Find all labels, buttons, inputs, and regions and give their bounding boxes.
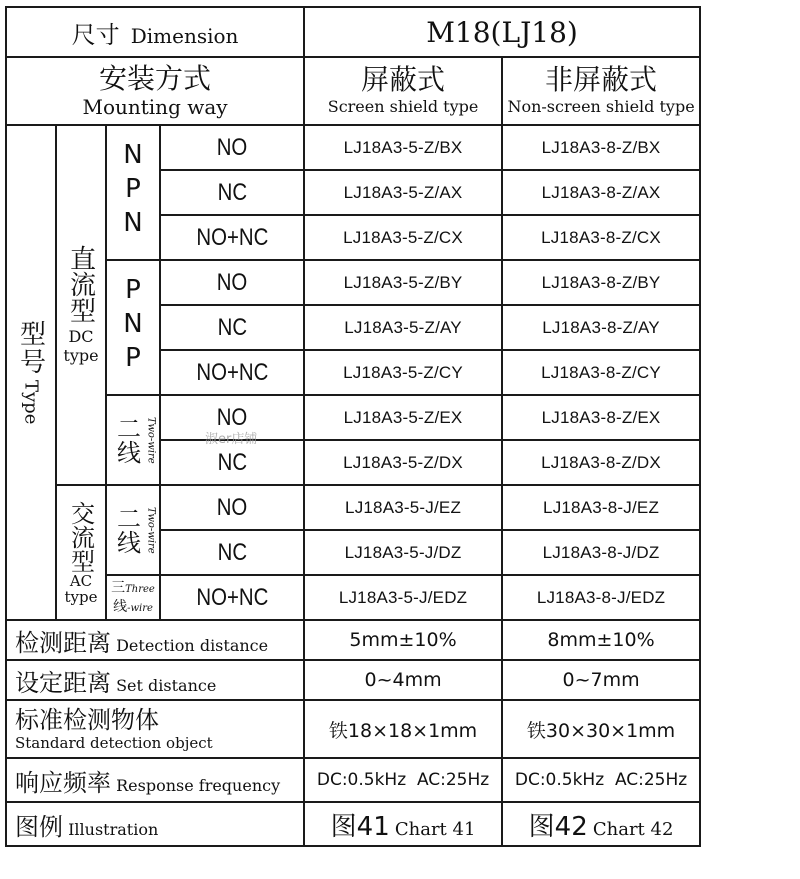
shield-code-text: LJ18A3-5-Z/DX <box>343 452 463 472</box>
set-label <box>6 660 304 700</box>
shield-code <box>304 575 502 620</box>
pnp-label-cell <box>106 260 160 395</box>
shield-code <box>304 395 502 440</box>
detection-nonshield <box>502 620 700 660</box>
standard-nonshield-value: 铁30×30×1mm <box>526 719 676 742</box>
shield-code-text: LJ18A3-5-Z/BY <box>343 272 463 292</box>
set-en: Set distance <box>116 675 217 695</box>
output-cell <box>160 305 304 350</box>
spec-table <box>5 6 701 847</box>
nonshield-code-text: LJ18A3-8-Z/CX <box>541 227 661 247</box>
shield-code <box>304 170 502 215</box>
dimension-label <box>6 7 304 57</box>
nonshield-code <box>502 575 700 620</box>
table-row <box>6 125 700 170</box>
detection-row <box>6 620 700 660</box>
shield-zh: 屏蔽式 <box>361 63 446 96</box>
three-wire-en1: Three <box>125 583 155 595</box>
illustration-row <box>6 802 700 846</box>
response-nonshield-value: DC:0.5kHz AC:25Hz <box>514 770 688 790</box>
detection-en: Detection distance <box>116 635 269 655</box>
nonshield-code <box>502 350 700 395</box>
illustration-shield <box>304 802 502 846</box>
nonshield-code-text: LJ18A3-8-Z/EX <box>541 407 661 427</box>
response-label <box>6 758 304 802</box>
nonshield-code <box>502 170 700 215</box>
mounting-zh: 安装方式 <box>99 62 212 95</box>
shield-code <box>304 485 502 530</box>
output-cell <box>160 575 304 620</box>
shield-code <box>304 440 502 485</box>
three-wire-zh-a: 三 <box>111 579 126 596</box>
table-row <box>6 395 700 440</box>
dc-label-cell <box>56 125 106 485</box>
illustration-label <box>6 802 304 846</box>
shield-code-text: LJ18A3-5-J/DZ <box>344 542 462 562</box>
nonshield-code <box>502 260 700 305</box>
ac-label-cell <box>56 485 106 620</box>
dimension-zh: 尺寸 <box>71 20 120 49</box>
dc-en1: DC <box>68 327 94 346</box>
output-label: NO <box>216 493 248 521</box>
dc-zh: 直流型 <box>65 245 96 323</box>
ac-en2: type <box>64 587 98 606</box>
response-shield-value: DC:0.5kHz AC:25Hz <box>316 770 490 790</box>
nonshield-zh: 非屏蔽式 <box>545 63 658 96</box>
response-zh: 响应频率 <box>15 768 111 797</box>
nonshield-code-text: LJ18A3-8-Z/BX <box>541 137 661 157</box>
type-en: Type <box>20 380 42 425</box>
output-label: NO <box>216 133 248 161</box>
table-row <box>6 260 700 305</box>
output-cell <box>160 215 304 260</box>
ac-two-wire-cell <box>106 485 160 575</box>
three-wire-zh-b: 线 <box>113 598 128 615</box>
detection-label <box>6 620 304 660</box>
nonshield-code <box>502 395 700 440</box>
nonshield-code-text: LJ18A3-8-J/EDZ <box>536 587 666 607</box>
illustration-nonshield <box>502 802 700 846</box>
dc-en2: type <box>63 346 99 365</box>
set-nonshield <box>502 660 700 700</box>
nonshield-code <box>502 125 700 170</box>
nonshield-code-text: LJ18A3-8-J/DZ <box>542 542 660 562</box>
table-row <box>6 575 700 620</box>
output-label: NO <box>216 403 248 431</box>
npn-label: NPN <box>118 139 148 242</box>
pnp-label: PNP <box>118 274 148 377</box>
shield-code-text: LJ18A3-5-Z/CY <box>343 362 463 382</box>
shield-code-text: LJ18A3-5-Z/AY <box>344 317 462 337</box>
standard-nonshield <box>502 700 700 758</box>
shield-code <box>304 350 502 395</box>
ac-zh: 交流型 <box>66 500 95 573</box>
nonshield-code-text: LJ18A3-8-Z/AY <box>542 317 660 337</box>
output-label: NO+NC <box>196 583 269 611</box>
mounting-en: Mounting way <box>82 95 228 119</box>
response-nonshield <box>502 758 700 802</box>
detection-nonshield-value: 8mm±10% <box>547 629 655 651</box>
output-label: NO+NC <box>196 223 269 251</box>
ac-two-wire-en: Two-wire <box>145 506 157 554</box>
dimension-row <box>6 7 700 57</box>
nonshield-code-text: LJ18A3-8-Z/AX <box>541 182 661 202</box>
response-en: Response frequency <box>116 775 281 795</box>
detection-shield-value: 5mm±10% <box>349 629 457 651</box>
shield-header <box>304 57 502 125</box>
nonshield-header <box>502 57 700 125</box>
standard-row <box>6 700 700 758</box>
dimension-en: Dimension <box>130 23 239 48</box>
dc-two-wire-en: Two-wire <box>145 416 157 464</box>
output-cell <box>160 485 304 530</box>
watermark-text: 淑er店铺 <box>205 432 258 447</box>
dc-two-wire-cell <box>106 395 160 485</box>
shield-code <box>304 260 502 305</box>
ac-en1: AC <box>69 571 93 590</box>
mounting-row <box>6 57 700 125</box>
shield-code-text: LJ18A3-5-J/EDZ <box>338 587 468 607</box>
illustration-shield-zh: 图41 <box>330 811 390 842</box>
nonshield-code-text: LJ18A3-8-J/EZ <box>543 497 660 517</box>
standard-label <box>6 700 304 758</box>
type-label-cell <box>6 125 56 620</box>
output-label: NC <box>217 178 247 206</box>
nonshield-code-text: LJ18A3-8-Z/BY <box>541 272 661 292</box>
ac-two-wire-zh: 二线 <box>112 506 141 554</box>
nonshield-code-text: LJ18A3-8-Z/CY <box>541 362 661 382</box>
standard-zh: 标准检测物体 <box>15 706 159 734</box>
detection-shield <box>304 620 502 660</box>
shield-code-text: LJ18A3-5-Z/CX <box>343 227 463 247</box>
model-size <box>304 7 700 57</box>
illustration-shield-en: Chart 41 <box>394 818 476 840</box>
shield-code-text: LJ18A3-5-Z/EX <box>343 407 463 427</box>
shield-code-text: LJ18A3-5-J/EZ <box>345 497 462 517</box>
set-shield-value: 0~4mm <box>364 669 442 691</box>
output-cell <box>160 125 304 170</box>
three-wire-en2: -wire <box>127 602 153 614</box>
output-cell <box>160 170 304 215</box>
model-size-value: M18(LJ18) <box>426 15 578 49</box>
nonshield-code <box>502 215 700 260</box>
standard-shield-value: 铁18×18×1mm <box>328 719 478 742</box>
output-label: NO+NC <box>196 358 269 386</box>
shield-code <box>304 305 502 350</box>
output-label: NC <box>217 538 247 566</box>
illustration-nonshield-zh: 图42 <box>528 811 588 842</box>
set-zh: 设定距离 <box>15 668 111 697</box>
shield-en: Screen shield type <box>327 97 479 116</box>
ac-three-wire-cell <box>106 575 160 620</box>
nonshield-code <box>502 485 700 530</box>
output-cell <box>160 260 304 305</box>
illustration-en: Illustration <box>68 819 159 839</box>
output-cell <box>160 350 304 395</box>
response-shield <box>304 758 502 802</box>
spec-table-wrapper <box>5 6 699 840</box>
shield-code-text: LJ18A3-5-Z/BX <box>343 137 463 157</box>
illustration-zh: 图例 <box>15 812 63 841</box>
set-row <box>6 660 700 700</box>
shield-code-text: LJ18A3-5-Z/AX <box>343 182 463 202</box>
response-row <box>6 758 700 802</box>
set-nonshield-value: 0~7mm <box>562 669 640 691</box>
standard-shield <box>304 700 502 758</box>
nonshield-code <box>502 440 700 485</box>
nonshield-code-text: LJ18A3-8-Z/DX <box>541 452 661 472</box>
nonshield-code <box>502 530 700 575</box>
output-label: NO <box>216 268 248 296</box>
shield-code <box>304 530 502 575</box>
detection-zh: 检测距离 <box>15 628 111 657</box>
shield-code <box>304 125 502 170</box>
mounting-label <box>6 57 304 125</box>
output-label: NC <box>217 313 247 341</box>
illustration-nonshield-en: Chart 42 <box>592 818 674 840</box>
nonshield-en: Non-screen shield type <box>507 97 695 116</box>
type-zh: 型号 <box>15 320 46 377</box>
output-label: NC <box>217 448 247 476</box>
npn-label-cell <box>106 125 160 260</box>
dc-two-wire-zh: 二线 <box>112 416 141 464</box>
set-shield <box>304 660 502 700</box>
nonshield-code <box>502 305 700 350</box>
table-row <box>6 485 700 530</box>
shield-code <box>304 215 502 260</box>
standard-en: Standard detection object <box>15 734 213 752</box>
output-cell <box>160 530 304 575</box>
